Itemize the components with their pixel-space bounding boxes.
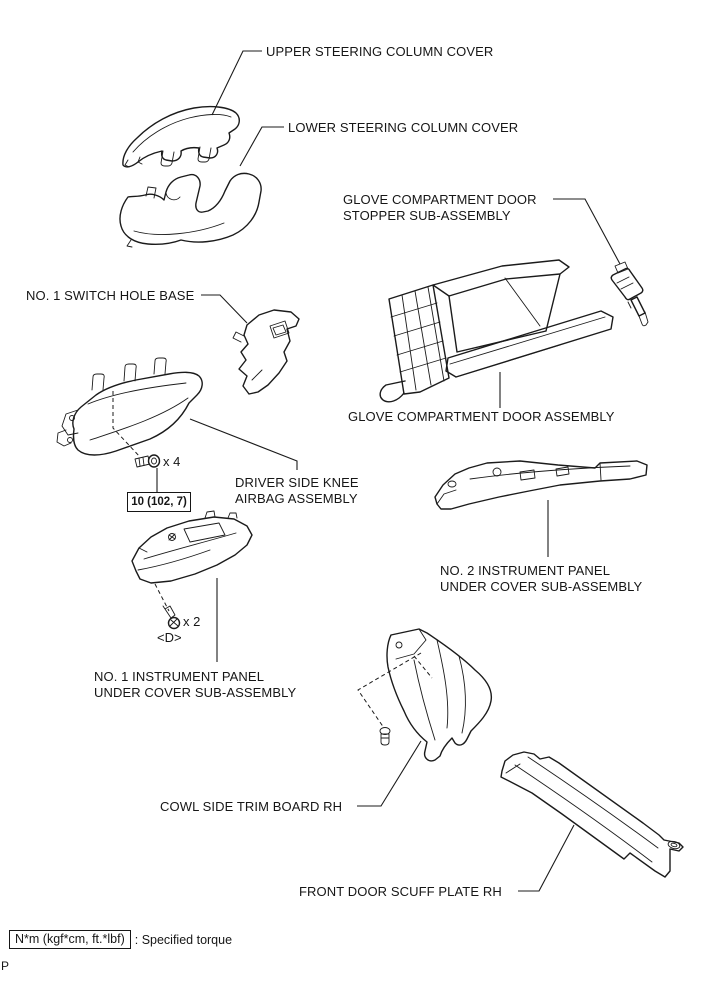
label-no1-under-cover-line2: UNDER COVER SUB-ASSEMBLY [94, 685, 297, 700]
label-no1-under-cover [94, 669, 296, 701]
label-no2-under-cover-line2: UNDER COVER SUB-ASSEMBLY [440, 579, 643, 594]
label-front-door-scuff: FRONT DOOR SCUFF PLATE RH [299, 884, 502, 899]
torque-legend [9, 930, 232, 949]
label-knee-airbag [235, 475, 359, 507]
label-lower-steering-column-cover: LOWER STEERING COLUMN COVER [288, 120, 519, 135]
label-knee-airbag-line2: AIRBAG ASSEMBLY [235, 491, 358, 506]
glove-compartment-door-assembly-drawing [380, 260, 613, 402]
label-cowl-side-trim: COWL SIDE TRIM BOARD RH [160, 799, 343, 814]
torque-note-text: : Specified torque [134, 932, 233, 947]
upper-steering-column-cover-drawing [123, 107, 239, 167]
label-glove-door-assembly: GLOVE COMPARTMENT DOOR ASSEMBLY [348, 409, 615, 424]
d-marker: <D> [157, 630, 182, 645]
label-no2-under-cover-line1: NO. 2 INSTRUMENT PANEL [440, 563, 611, 578]
label-no1-under-cover-line1: NO. 1 INSTRUMENT PANEL [94, 669, 265, 684]
torque-unit-box: N*m (kgf*cm, ft.*lbf) [9, 930, 131, 949]
glove-stopper-drawing [611, 262, 648, 326]
page-marker: P [1, 959, 10, 973]
lower-steering-column-cover-drawing [120, 173, 261, 247]
screw-quantity: x 2 [183, 614, 201, 629]
screw-icon [163, 606, 180, 629]
bolt-icon [135, 455, 160, 467]
label-switch-hole-base: NO. 1 SWITCH HOLE BASE [26, 288, 195, 303]
label-knee-airbag-line1: DRIVER SIDE KNEE [235, 475, 359, 490]
bolt-quantity: x 4 [163, 454, 181, 469]
leader-lines [157, 51, 620, 891]
label-upper-steering-column-cover: UPPER STEERING COLUMN COVER [266, 44, 494, 59]
no1-under-cover-drawing [132, 511, 252, 583]
label-no2-under-cover [440, 563, 642, 595]
label-glove-stopper-line2: STOPPER SUB-ASSEMBLY [343, 208, 511, 223]
label-glove-stopper-line1: GLOVE COMPARTMENT DOOR [343, 192, 537, 207]
label-glove-stopper [343, 192, 537, 224]
no2-under-cover-drawing [435, 461, 647, 509]
front-door-scuff-plate-drawing [501, 752, 683, 877]
torque-spec-box: 10 (102, 7) [127, 492, 191, 512]
switch-hole-base-drawing [233, 310, 299, 394]
cowl-side-trim-board-drawing [380, 629, 491, 761]
knee-airbag-assembly-drawing [57, 358, 202, 455]
